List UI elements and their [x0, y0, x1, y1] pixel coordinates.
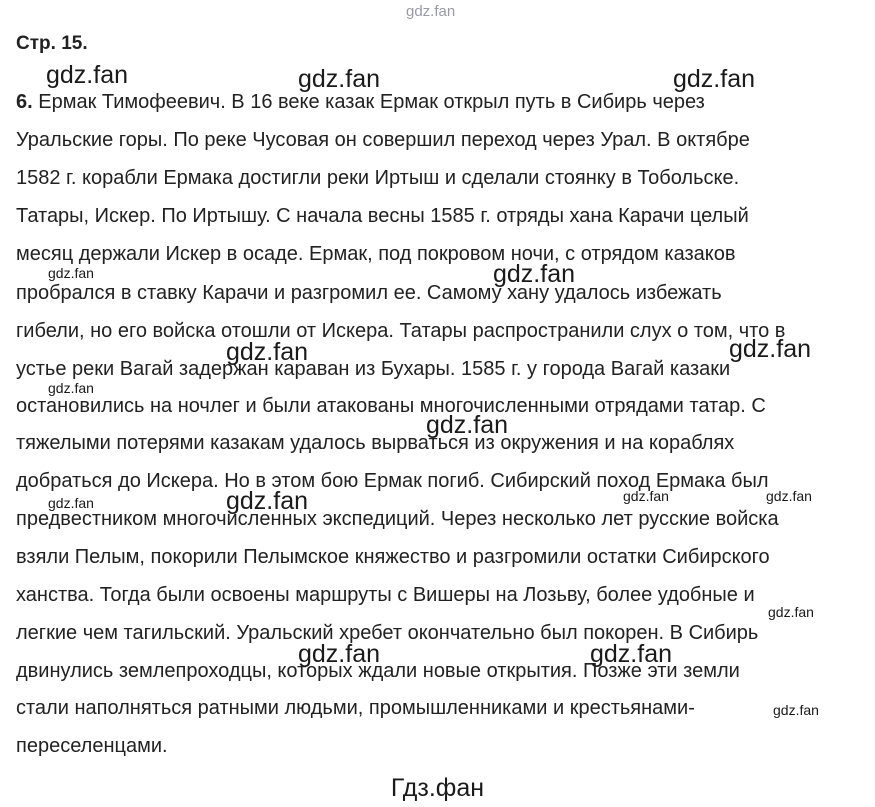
- watermark: gdz.fan: [729, 335, 812, 363]
- answer-line-8: устье реки Вагай задержан караван из Бухары. 1585 г. у города Вагай казаки: [16, 358, 731, 380]
- answer-number: 6.: [16, 91, 33, 113]
- watermark: gdz.fan: [48, 265, 94, 281]
- answer-line-17: стали наполняться ратными людьми, промышленниками и крестьянами-: [16, 697, 695, 719]
- watermark: gdz.fan: [773, 702, 819, 718]
- answer-line-3: 1582 г. корабли Ермака достигли реки Иртыш и сделали стоянку в Тобольске.: [16, 167, 740, 189]
- answer-line-14: ханства. Тогда были освоены маршруты с Вишеры на Лозьву, более удобные и: [16, 584, 755, 606]
- answer-line-5: месяц держали Искер в осаде. Ермак, под покровом ночи, с отрядом казаков: [16, 243, 736, 265]
- answer-line-16: двинулись землепроходцы, которых ждали новые открытия. Позже эти земли: [16, 660, 740, 682]
- watermark-top: gdz.fan: [406, 3, 456, 20]
- watermark: gdz.fan: [298, 65, 381, 93]
- footer-watermark: Гдз.фан: [390, 774, 485, 802]
- watermark: gdz.fan: [590, 640, 673, 668]
- answer-line-10: тяжелыми потерями казакам удалось вырваться из окружения и на кораблях: [16, 432, 735, 454]
- answer-line-13: взяли Пелым, покорили Пелымское княжество и разгромили остатки Сибирского: [16, 546, 770, 568]
- answer-line-1: 6. Ермак Тимофеевич. В 16 веке казак Ермак открыл путь в Сибирь через: [16, 91, 705, 113]
- watermark: gdz.fan: [766, 488, 812, 504]
- answer-line-4: Татары, Искер. По Иртышу. С начала весны 1585 г. отряды хана Карачи целый: [16, 205, 749, 227]
- watermark: gdz.fan: [298, 640, 381, 668]
- answer-line-9: остановились на ночлег и были атакованы многочисленными отрядами татар. С: [16, 395, 766, 417]
- watermark: gdz.fan: [768, 604, 814, 620]
- answer-line-7: гибели, но его войска отошли от Искера. Татары распространили слух о том, что в: [16, 320, 786, 342]
- watermark: gdz.fan: [673, 65, 756, 93]
- watermark: gdz.fan: [226, 487, 309, 515]
- answer-line-12: предвестником многочисленных экспедиций. Через несколько лет русские войска: [16, 508, 779, 530]
- watermark: gdz.fan: [48, 495, 94, 511]
- watermark: gdz.fan: [46, 61, 129, 89]
- watermark: gdz.fan: [493, 260, 576, 288]
- answer-line-11: добраться до Искера. Но в этом бою Ермак погиб. Сибирский поход Ермака был: [16, 470, 769, 492]
- answer-line-2: Уральские горы. По реке Чусовая он совершил переход через Урал. В октябре: [16, 129, 750, 151]
- watermark: gdz.fan: [426, 411, 509, 439]
- answer-line-15: легкие чем тагильский. Уральский хребет окончательно был покорен. В Сибирь: [16, 622, 759, 644]
- page-reference: Стр. 15.: [16, 33, 88, 54]
- watermark: gdz.fan: [623, 488, 669, 504]
- watermark: gdz.fan: [226, 338, 309, 366]
- watermark: gdz.fan: [48, 380, 94, 396]
- answer-line-6: пробрался в ставку Карачи и разгромил ее. Самому хану удалось избежать: [16, 282, 722, 304]
- answer-line-18: переселенцами.: [16, 735, 168, 757]
